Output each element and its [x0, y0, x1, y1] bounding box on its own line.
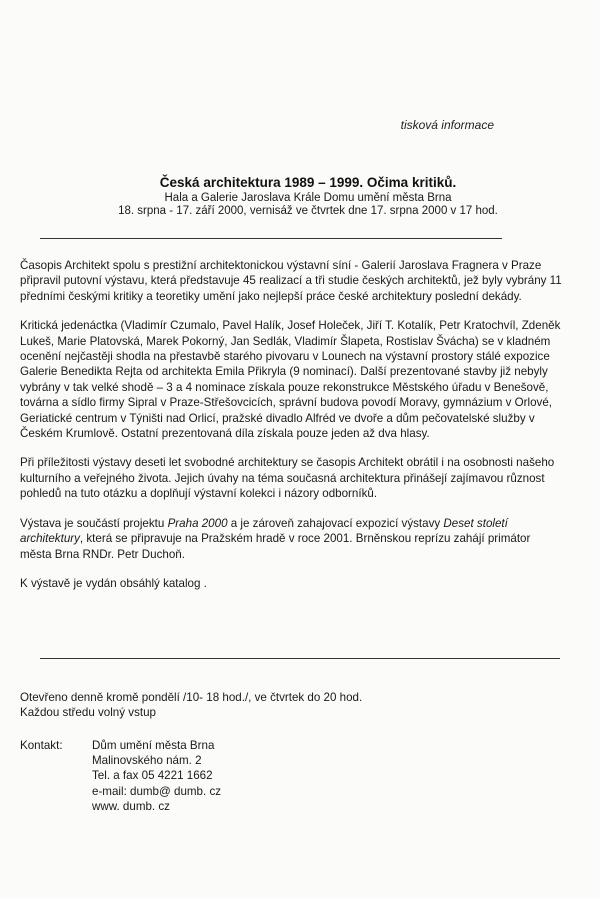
contact-line-web[interactable]: www. dumb. cz [92, 799, 170, 813]
paragraph-critics: Kritická jedenáctka (Vladimír Czumalo, Pavel Halík, Josef Holeček, Jiří T. Kotalík, Petr Kratochvíl, Zdeněk Lukeš, Marie Platovská, Marek Pokorný, Jan Sedlák, Vladimír Šlapeta, Rostislav Švácha) se v kladném ocenění nejčastěji shodla na přestavbě starého pivovaru v Lounech na výstavní prostory stálé expozice Galerie Benedikta Rejta od architekta Emila Přikryla (9 nominací). Další prezentované stavby již nebyly vybrány v tak velké shodě – 3 a 4 nominace získala pouze rekonstrukce Městského úřadu v Benešově, továrna a sídlo firmy Sipral v Praze-Střešovcicích, správní budova povodí Moravy, gymnázium v Orlové, Geriatické centrum v Týništi nad Orlicí, pražské divadlo Alfréd ve dvoře a dům pečovatelské služby v Českém Krumlově. Ostatní prezentovaná díla získala pouze jeden až dva hlasy. [20, 319, 561, 441]
project-text-b: a je zároveň zahajovací expozicí výstavy [227, 516, 444, 530]
document-tag: tisková informace [400, 118, 494, 132]
free-entry-text: Každou středu volný vstup [20, 706, 156, 720]
contact-line-name: Dům umění města Brna [92, 739, 215, 752]
contact-block [20, 738, 221, 814]
footer-divider [40, 658, 560, 659]
project-text-c: , která se připravuje na Pražském hradě v roce 2001. Brněnskou reprízu zahájí primátor města Brna RNDr. Petr Duchoň. [20, 532, 531, 561]
title-block [20, 175, 596, 217]
paragraph-catalog: K výstavě je vydán obsáhlý katalog . [20, 576, 207, 590]
contact-line-address: Malinovského nám. 2 [92, 754, 202, 768]
paragraph-intro: Časopis Architekt spolu s prestižní architektonickou výstavní síní - Galerií Jaroslava Fragnera v Praze připravil putovní výstavu, která představuje 45 realizací a tři studie českých architektů, jež byly vybrány 11 předními českými kritiky a teoretiky umění jako nejlepší práce české architektury poslední dekády. [20, 259, 562, 303]
project-name-deset: Deset století architektury [20, 516, 508, 546]
paragraph-personalities: Při příležitosti výstavy deseti let svobodné architektury se časopis Architekt obrátil i na osobnosti našeho kulturního a veřejného života. Jejich úvahy na téma současná architektura přinášejí zajímavou různost pohledů na tuto otázku a doplňují výstavní kolekci i názory odborníků. [20, 456, 555, 501]
exhibition-venue: Hala a Galerie Jaroslava Krále Domu umění města Brna [164, 192, 452, 204]
contact-line-phone: Tel. a fax 05 4221 1662 [92, 769, 213, 783]
opening-hours [20, 690, 362, 721]
exhibition-title: Česká architektura 1989 – 1999. Očima kritiků. [159, 175, 457, 190]
body-text [20, 258, 565, 605]
project-text-a: Výstava je součástí projektu [20, 516, 168, 530]
project-name-praha: Praha 2000 [167, 516, 228, 530]
header-divider [40, 238, 502, 239]
contact-lines [92, 738, 221, 814]
contact-line-email[interactable]: e-mail: dumb@ dumb. cz [92, 784, 222, 798]
exhibition-dates: 18. srpna - 17. září 2000, vernisáž ve čtvrtek dne 17. srpna 2000 v 17 hod. [118, 205, 498, 217]
paragraph-project [20, 516, 565, 562]
opening-hours-text: Otevřeno denně kromě pondělí /10- 18 hod./, ve čtvrtek do 20 hod. [20, 691, 363, 704]
contact-label: Kontakt: [20, 739, 63, 752]
